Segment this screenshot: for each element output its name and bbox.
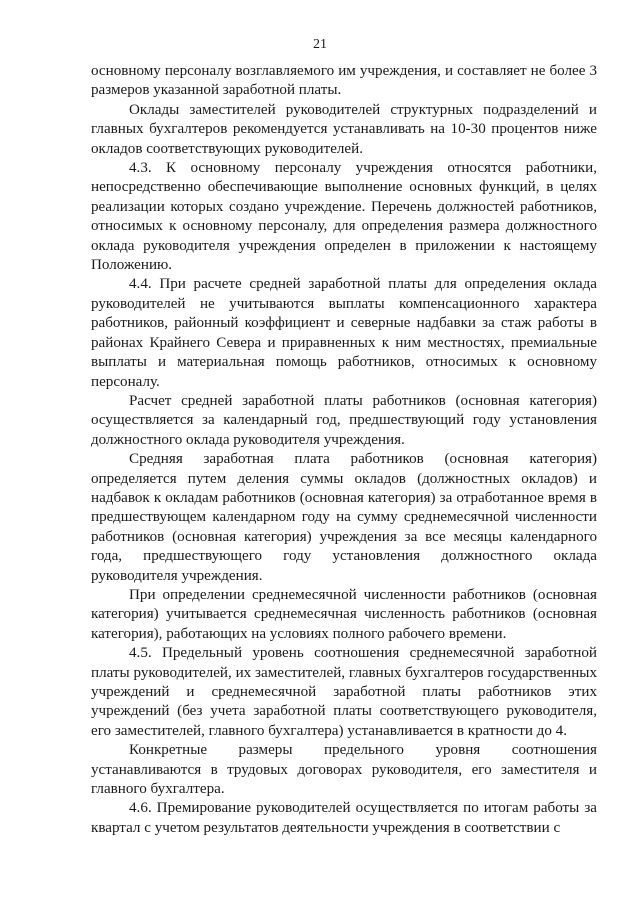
page-number: 21 xyxy=(313,37,327,52)
document-body xyxy=(91,62,597,838)
paragraph: 4.4. При расчете средней заработной платы для определения оклада руководителей не учитываются выплаты компенсационного характера работников, районный коэффициент и северные надбавки за стаж работы в районах Крайнего Севера и приравненных к ним местностях, премиальные выплаты и материальная помощь работников, относимых к основному персоналу. xyxy=(91,276,597,390)
paragraph: 4.3. К основному персоналу учреждения относятся работники, непосредственно обеспечивающие выполнение основных функций, в целях реализации которых создано учреждение. Перечень должностей работников, относимых к основному персоналу, для определения размера должностного оклада руководителя учреждения определен в приложении к настоящему Положению. xyxy=(91,160,597,274)
paragraph: Средняя заработная плата работников (основная категория) определяется путем деления суммы окладов (должностных окладов) и надбавок к окладам работников (основная категория) за отработанное время в предшествующем календарном году на сумму среднемесячной численности работников (основная категория) учреждения за все месяцы календарного года, предшествующего году установления должностного оклада руководителя учреждения. xyxy=(91,451,597,584)
paragraph: Конкретные размеры предельного уровня соотношения устанавливаются в трудовых договорах руководителя, его заместителя и главного бухгалтера. xyxy=(91,742,597,798)
paragraph: Расчет средней заработной платы работников (основная категория) осуществляется за календарный год, предшествующий году установления должностного оклада руководителя учреждения. xyxy=(91,392,597,448)
paragraph: основному персоналу возглавляемого им учреждения, и составляет не более 3 размеров указанной заработной платы. xyxy=(91,63,597,99)
paragraph: При определении среднемесячной численности работников (основная категория) учитывается среднемесячная численность работников (основная категория), работающих на условиях полного рабочего времени. xyxy=(91,586,597,642)
paragraph: 4.5. Предельный уровень соотношения среднемесячной заработной платы руководителей, их заместителей, главных бухгалтеров государственных учреждений и среднемесячной заработной платы работников этих учреждений (без учета заработной платы соответствующего руководителя, его заместителей, главного бухгалтера) устанавливается в кратности до 4. xyxy=(91,645,597,739)
paragraph: 4.6. Премирование руководителей осуществляется по итогам работы за квартал с учетом результатов деятельности учреждения в соответствии с xyxy=(91,800,597,836)
paragraph: Оклады заместителей руководителей структурных подразделений и главных бухгалтеров рекомендуется устанавливать на 10-30 процентов ниже окладов соответствующих руководителей. xyxy=(91,101,597,157)
